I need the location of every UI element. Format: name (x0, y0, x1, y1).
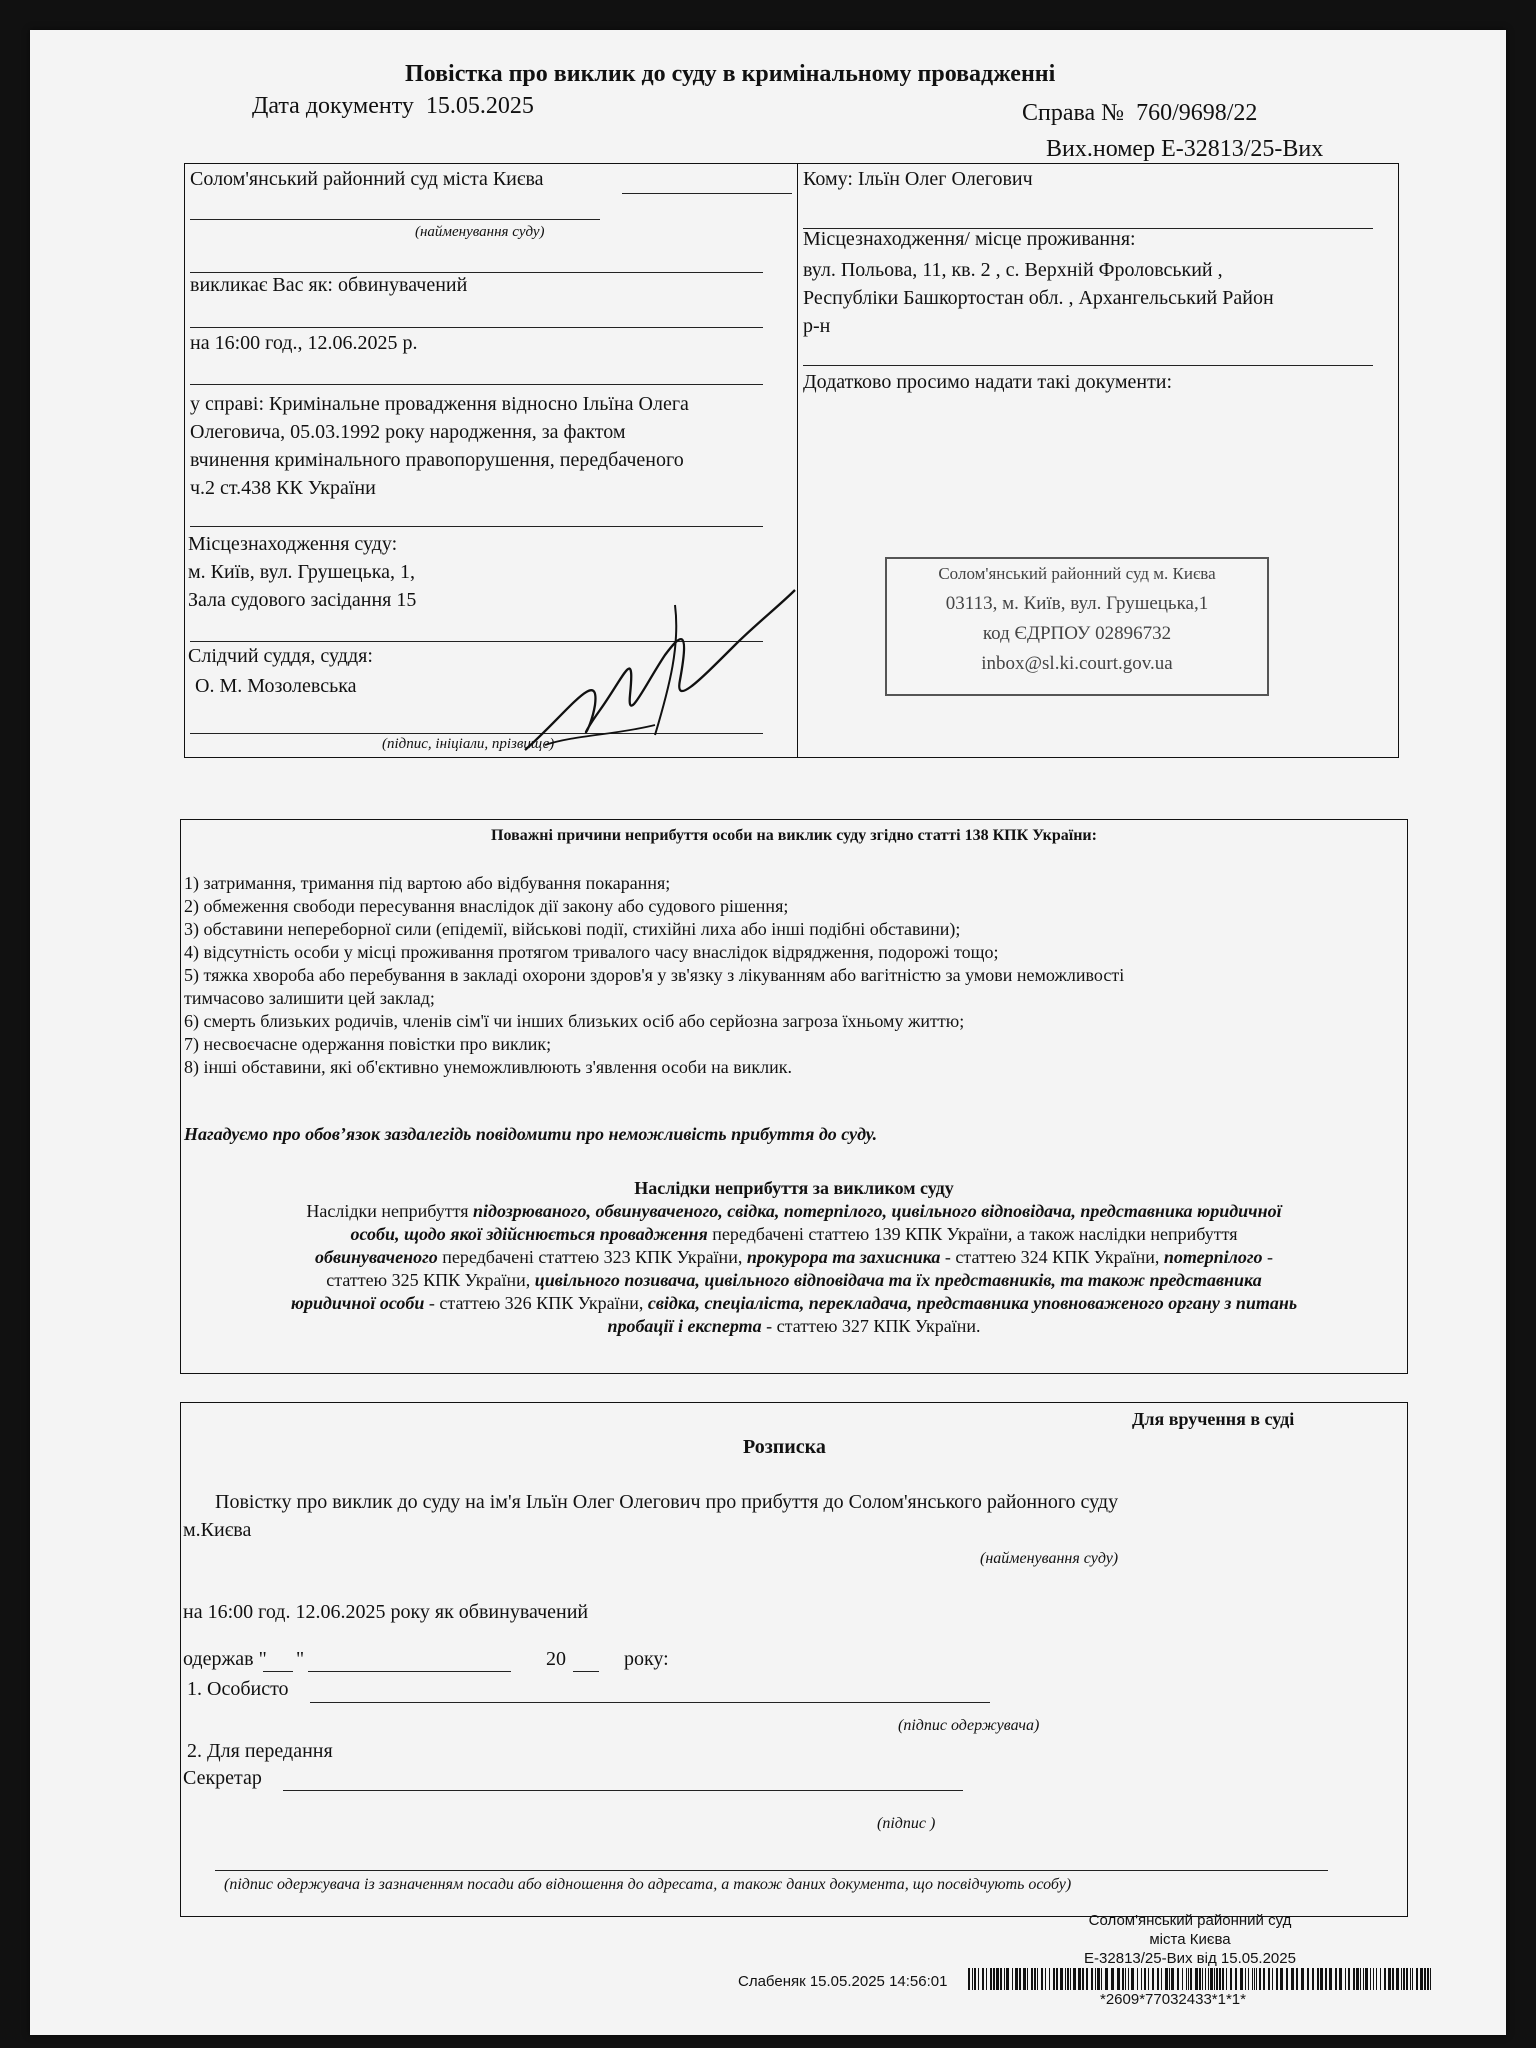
receipt-title: Розписка (743, 1436, 826, 1458)
court-caption: (найменування суду) (415, 224, 545, 240)
hearing-time: на 16:00 год., 12.06.2025 р. (190, 332, 418, 354)
court-location: Місцезнаходження суду: м. Київ, вул. Грушецька, 1, Зала судового засідання 15 (188, 533, 417, 611)
signature-caption: (підпис, ініціали, прізвище) (382, 736, 555, 752)
judge-name: О. М. Мозолевська (195, 675, 357, 697)
summons-role: викликає Вас як: обвинувачений (190, 274, 468, 296)
judge-label: Слідчий суддя, суддя: (188, 645, 373, 667)
residence-label: Місцезнаходження/ місце проживання: (803, 228, 1136, 250)
footer-court: Солом'янський районний суд міста Києва E-32813/25-Вих від 15.05.2025 (1084, 1912, 1296, 1967)
document-date: Дата документу 15.05.2025 (252, 93, 534, 119)
list-item: 6) смерть близьких родичів, членів сім'ї чи інших близьких осіб або серйозна загроза їхньому життю; (184, 1011, 965, 1031)
recipient-sign-caption: (підпис одержувача) (898, 1717, 1040, 1734)
judge-signature (505, 585, 805, 760)
list-item: 5) тяжка хвороба або перебування в закладі охорони здоров'я у зв'язку з лікуванням або вагітністю за умови неможливості (184, 965, 1125, 985)
case-number: Справа № 760/9698/22 (1022, 100, 1258, 126)
summons-page: Повістка про виклик до суду в кримінальному провадженні Дата документу 15.05.2025 Справа № 760/9698/22 Вих.номер E-32813/25-Вих Солом'янський районний суд міста Києва (найменування суду) викликає Вас як: обвинувачений на 16:00 год., 12.06.2025 р. у справі: Кримінальне провадження відносно Ільїна Олега Олеговича, 05.03.1992 року народження, за фактом вчинення кримінального правопорушення, передбаченого ч.2 ст.438 КК України Місцезнаходження суду: м. Київ, вул. Грушецька, 1, Зала судового засідання 15 Слідчий суддя, суддя: О. М. Мозолевська (підпис, ініціали, прізвище) Кому: Ільїн Олег Олегович Місцезнаходження/ місце проживання: вул. Польова, 11, кв. 2 , с. Верхній Фроловський , Республіки Башкортостан обл. , Архангельський Район р-н Додатково просимо надати такі документи: Солом'янський районний суд м. Києва 03113, м. Київ, вул. Грушецька,1 код ЄДРПОУ 02896732 inbox@sl.ki.court.gov.ua Поважні причини неприбуття особи на виклик суду згідно статті 138 КПК України: 1) затримання, тримання під вартою або відбування покарання; 2) обмеження свободи пересування внаслідок дії закону або судового рішення; 3) обставини непереборної сили (епідемії, військові події, стихійні лиха або інші подібні обставини); 4) відсутність особи у місці проживання протягом тривалого часу внаслідок відрядження, подорожі тощо; 5) тяжка хвороба або перебування в закладі охорони здоров'я у зв'язку з лікуванням або вагітністю за умови неможливості тимчасово залишити цей заклад; 6) смерть близьких родичів, членів сім'ї чи інших близьких осіб або серйозна загроза їхньому життю; 7) несвоєчасне одержання повістки про виклик; 8) інші обставини, які об'єктивно унеможливлюють з'явлення особи на виклик. Нагадуємо про обов’язок заздалегідь повідомити про неможливість прибуття до суду. Наслідки неприбуття за викликом суду Наслідки неприбуття підозрюваного, обвинуваченого, свідка, потерпілого, цивільного відповідача, представника юридичної особи, щодо якої здійснюється провадження передбачені статтею 139 КПК України, а також наслідки неприбуття обвинуваченого передбачені статтею 323 КПК України, прокурора та захисника - статтею 324 КПК України, потерпілого - статтею 325 КПК України, цивільного позивача, цивільного відповідача та їх представників, та також представника юридичної особи - статтею 326 КПК України, свідка, спеціаліста, перекладача, представника уповноваженого органу з питань пробації і експерта - статтею 327 КПК України. Для вручення в суді Розписка Повістку про виклик до суду на ім'я Ільїн Олег Олегович про прибуття до Солом'янського районного суду м.Києва (найменування суду) на 16:00 год. 12.06.2025 року як обвинувачений одержав " " 20 року: 1. Особисто (підпис одержувача) 2. Для передання Секретар (підпис ) (підпис одержувача із зазначенням посади або відношення до адресата, а також даних документа, що посвідчують особу) Солом'янський районний суд міста Києва E-32813/25-Вих від 15.05.2025 Слабеняк 15.05.2025 14:56:01 *2609*77032433*1*1* (30, 30, 1506, 2035)
reasons-list (184, 873, 1124, 1080)
list-item: 3) обставини непереборної сили (епідемії, військові події, стихійні лиха або інші подібні обставини); (184, 919, 961, 939)
list-item: 7) несвоєчасне одержання повістки про виклик; (184, 1034, 552, 1054)
receipt-footer-caption: (підпис одержувача із зазначенням посади або відношення до адресата, а також даних документа, що посвідчують особу) (224, 1876, 1072, 1893)
list-item: 8) інші обставини, які об'єктивно унеможливлюють з'явлення особи на виклик. (184, 1057, 792, 1077)
transfer-label: 2. Для передання (187, 1740, 333, 1762)
outgoing-number: Вих.номер E-32813/25-Вих (1046, 136, 1324, 162)
case-description: у справі: Кримінальне провадження відносно Ільїна Олега Олеговича, 05.03.1992 року народження, за фактом вчинення кримінального правопорушення, передбаченого ч.2 ст.438 КК України (190, 393, 689, 499)
consequences-heading: Наслідки неприбуття за викликом суду (634, 1178, 954, 1198)
list-item: 1) затримання, тримання під вартою або відбування покарання; (184, 873, 671, 893)
consequences-text: Наслідки неприбуття підозрюваного, обвинуваченого, свідка, потерпілого, цивільного відповідача, представника юридичної особи, щодо якої здійснюється провадження передбачені статтею 139 КПК України, а також наслідки неприбуття обвинуваченого передбачені статтею 323 КПК України, прокурора та захисника - статтею 324 КПК України, потерпілого - статтею 325 КПК України, цивільного позивача, цивільного відповідача та їх представників, та також представника юридичної особи - статтею 326 КПК України, свідка, спеціаліста, перекладача, представника уповноваженого органу з питань пробації і експерта - статтею 327 КПК України. (290, 1201, 1298, 1336)
receipt-court-caption: (найменування суду) (980, 1550, 1119, 1567)
list-item: 4) відсутність особи у місці проживання протягом тривалого часу внаслідок відрядження, подорожі тощо; (184, 942, 999, 962)
personally-label: 1. Особисто (187, 1678, 289, 1700)
barcode-text: *2609*77032433*1*1* (1100, 1991, 1246, 2008)
receipt-time: на 16:00 год. 12.06.2025 року як обвинувачений (183, 1601, 589, 1623)
secretary-sign-caption: (підпис ) (877, 1815, 936, 1832)
receipt-text: Повістку про виклик до суду на ім'я Ільїн Олег Олегович про прибуття до Солом'янського районного суду (215, 1491, 1119, 1513)
court-stamp: Солом'янський районний суд м. Києва 03113, м. Київ, вул. Грушецька,1 код ЄДРПОУ 02896732 inbox@sl.ki.court.gov.ua (885, 557, 1269, 696)
operator-timestamp: Слабеняк 15.05.2025 14:56:01 (738, 1973, 948, 1990)
documents-request: Додатково просимо надати такі документи: (803, 371, 1173, 393)
received-date: одержав " (183, 1648, 267, 1670)
document-title: Повістка про виклик до суду в кримінальному провадженні (405, 61, 1056, 87)
reasons-heading: Поважні причини неприбуття особи на виклик суду згідно статті 138 КПК України: (491, 827, 1097, 844)
list-item: 2) обмеження свободи пересування внаслідок дії закону або судового рішення; (184, 896, 789, 916)
receipt-box (180, 1402, 1408, 1917)
secretary-label: Секретар (183, 1767, 262, 1789)
court-name: Солом'янський районний суд міста Києва (190, 168, 544, 190)
delivery-note: Для вручення в суді (1132, 1409, 1295, 1429)
receipt-text-cont: м.Києва (183, 1519, 252, 1541)
reminder-text: Нагадуємо про обов’язок заздалегідь повідомити про неможливість прибуття до суду. (184, 1124, 878, 1144)
recipient-address: вул. Польова, 11, кв. 2 , с. Верхній Фроловський , Республіки Башкортостан обл. , Архангельський Район р-н (803, 259, 1274, 337)
barcode (968, 1968, 1438, 1990)
list-item: тимчасово залишити цей заклад; (184, 988, 435, 1008)
recipient-name: Кому: Ільїн Олег Олегович (803, 168, 1033, 190)
